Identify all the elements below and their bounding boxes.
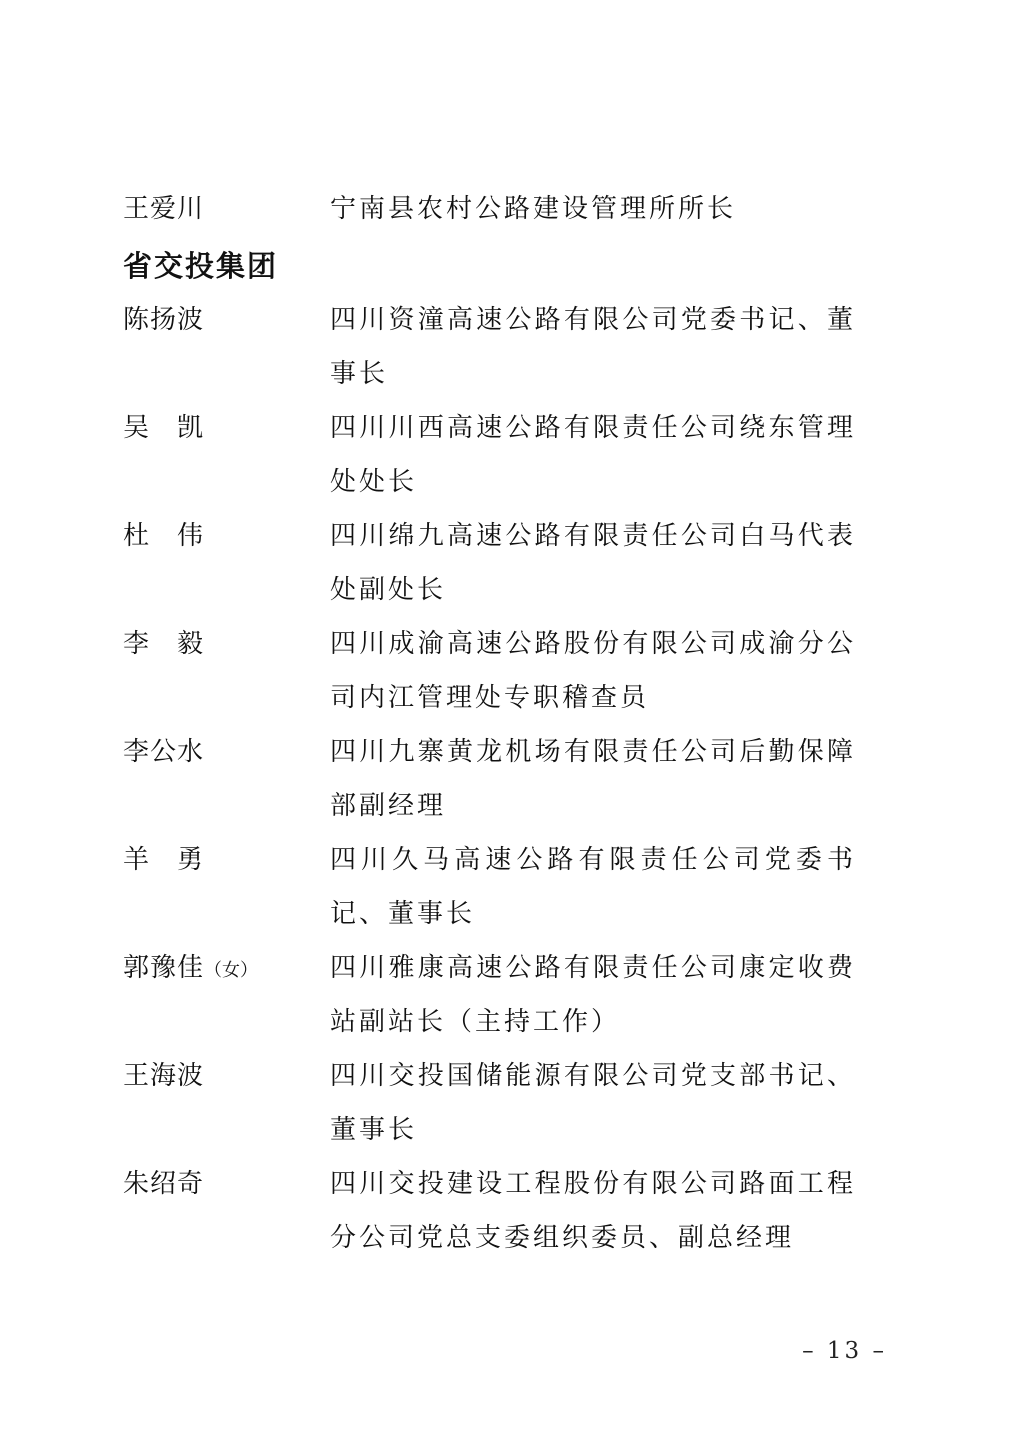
person-name-text: 李 毅: [123, 629, 205, 659]
person-name-suffix: （女）: [204, 960, 259, 981]
person-name: [123, 401, 330, 458]
person-position: 四川交投建设工程股份有限公司路面工程分公司党总支委组织委员、副总经理: [330, 1169, 856, 1253]
person-name: [123, 725, 330, 782]
person-position: 四川成渝高速公路股份有限公司成渝分公司内江管理处专职稽查员: [330, 629, 856, 713]
list-item: [123, 182, 856, 239]
section-heading: 省交投集团: [123, 249, 279, 283]
person-name: [123, 833, 330, 890]
person-name-text: 羊 勇: [123, 845, 205, 875]
person-position: 宁南县农村公路建设管理所所长: [330, 194, 737, 224]
list-item: [123, 941, 856, 1049]
list-item: [123, 509, 856, 617]
person-name: [123, 941, 330, 998]
person-name-text: 吴 凯: [123, 413, 205, 443]
list-item: [123, 725, 856, 833]
person-name-text: 朱绍奇: [123, 1169, 205, 1199]
person-name: [123, 617, 330, 674]
person-position: 四川久马高速公路有限责任公司党委书记、董事长: [330, 845, 856, 929]
person-position: 四川雅康高速公路有限责任公司康定收费站副站长（主持工作）: [330, 953, 856, 1037]
person-name: [123, 182, 330, 239]
person-position: 四川九寨黄龙机场有限责任公司后勤保障部副经理: [330, 737, 856, 821]
person-position: 四川川西高速公路有限责任公司绕东管理处处长: [330, 413, 856, 497]
person-name: [123, 1049, 330, 1106]
appointment-list: [123, 182, 856, 1265]
person-position: 四川绵九高速公路有限责任公司白马代表处副处长: [330, 521, 856, 605]
list-item: [123, 401, 856, 509]
person-name-text: 郭豫佳: [123, 953, 205, 983]
list-item: [123, 1157, 856, 1265]
list-item: [123, 833, 856, 941]
person-name: [123, 1157, 330, 1214]
person-position: 四川交投国储能源有限公司党支部书记、董事长: [330, 1061, 856, 1145]
person-name-text: 李公水: [123, 737, 205, 767]
page-number: – 13 –: [802, 1338, 887, 1364]
person-name-text: 王海波: [123, 1061, 205, 1091]
person-name-text: 陈扬波: [123, 305, 205, 335]
list-item: [123, 293, 856, 401]
person-name: [123, 509, 330, 566]
person-name-text: 王爱川: [123, 194, 205, 224]
list-item: [123, 617, 856, 725]
list-item: [123, 1049, 856, 1157]
section-heading-row: [123, 239, 856, 293]
person-name-text: 杜 伟: [123, 521, 205, 551]
person-position: 四川资潼高速公路有限公司党委书记、董事长: [330, 305, 856, 389]
person-name: [123, 293, 330, 350]
